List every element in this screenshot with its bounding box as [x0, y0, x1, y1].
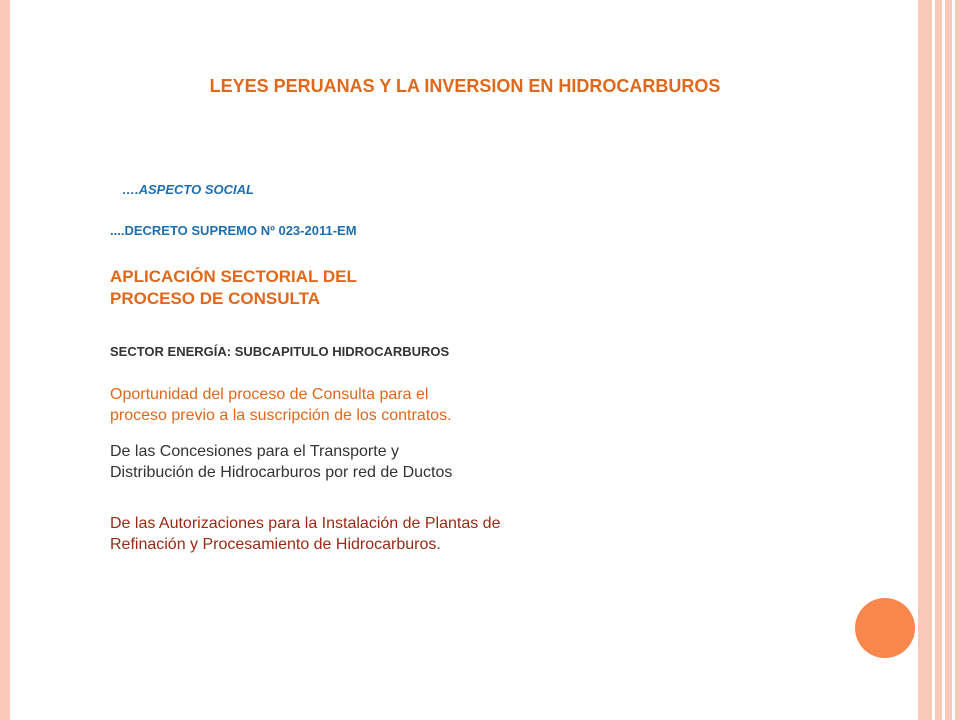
aplicacion-line-2: PROCESO DE CONSULTA	[110, 289, 320, 308]
decorative-circle	[855, 598, 915, 658]
oportunidad-line-1: Oportunidad del proceso de Consulta para el	[110, 386, 429, 403]
autorizaciones-line-2: Refinación y Procesamiento de Hidrocarburos.	[110, 536, 441, 553]
concesiones-paragraph	[110, 441, 452, 483]
slide-title: LEYES PERUANAS Y LA INVERSION EN HIDROCARBUROS	[209, 76, 721, 96]
sector-energia-heading: SECTOR ENERGÍA: SUBCAPITULO HIDROCARBUROS	[110, 344, 450, 359]
concesiones-line-1: De las Concesiones para el Transporte y	[110, 443, 400, 460]
decreto-heading: ....DECRETO SUPREMO Nº 023-2011-EM	[110, 223, 357, 238]
border-stripe	[942, 0, 945, 720]
autorizaciones-paragraph	[110, 513, 500, 555]
aplicacion-line-1: APLICACIÓN SECTORIAL DEL	[110, 267, 357, 286]
oportunidad-line-2: proceso previo a la suscripción de los contratos.	[110, 407, 452, 424]
concesiones-line-2: Distribución de Hidrocarburos por red de Ductos	[110, 464, 453, 481]
right-border-decoration	[918, 0, 960, 720]
left-border-decoration	[0, 0, 10, 720]
autorizaciones-line-1: De las Autorizaciones para la Instalación de Plantas de	[110, 515, 501, 532]
border-stripe	[932, 0, 935, 720]
aplicacion-sectorial-heading	[110, 266, 357, 310]
aspecto-social-heading: ….ASPECTO SOCIAL	[122, 182, 254, 197]
border-stripe	[952, 0, 955, 720]
oportunidad-paragraph	[110, 384, 452, 426]
